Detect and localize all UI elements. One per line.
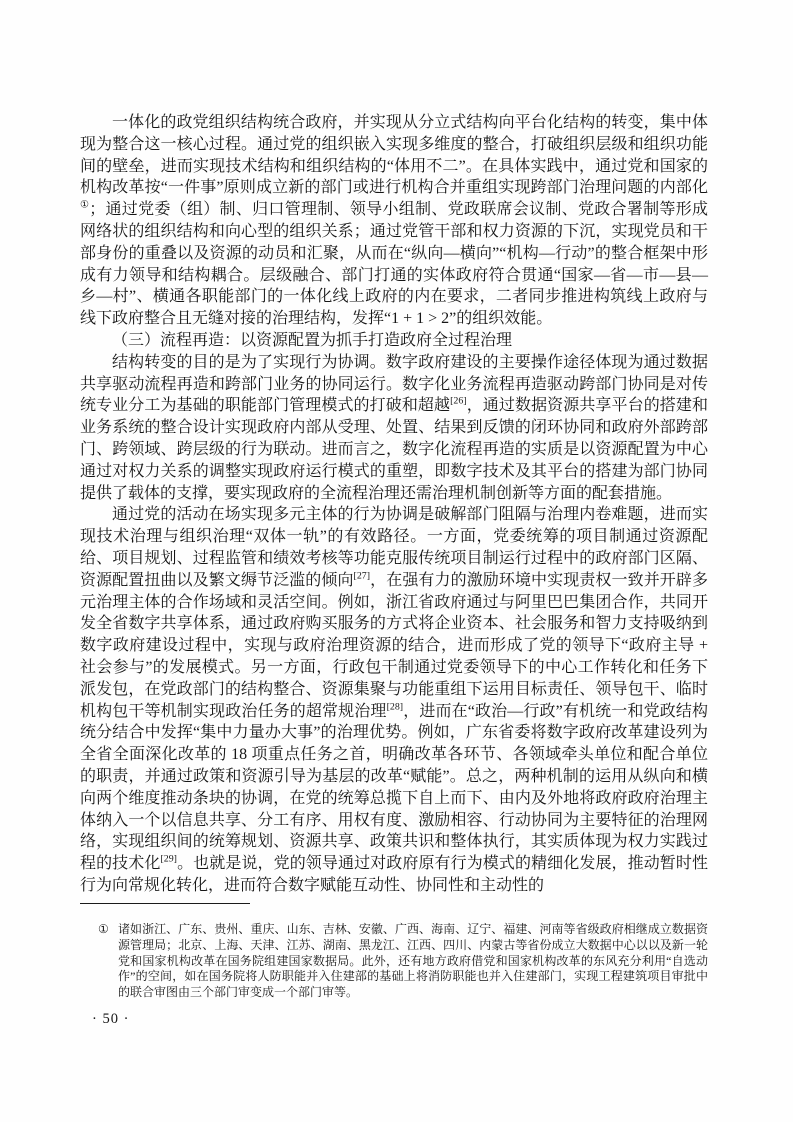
body-paragraph-3: 通过党的活动在场实现多元主体的行为协调是破解部门阻隔与治理内卷难题，进而实现技术治理与组织治理“双体一轨”的有效路径。一方面，党委统筹的项目制通过资源配给、项目规划、过程监管和绩效考核等功能克服传统项目制运行过程中的政府部门区隔、资源配置扭曲以及繁文缛节泛滥的倾向[27]，在强有力的激励环境中实现责权一致并开辟多元治理主体的合作场域和灵活空间。例如，浙江省政府通过与阿里巴巴集团合作，共同开发全省数字共享体系，通过政府购买服务的方式将企业资本、社会服务和智力支持吸纳到数字政府建设过程中，实现与政府治理资源的结合，进而形成了党的领导下“政府主导 + 社会参与”的发展模式。另一方面，行政包干制通过党委领导下的中心工作转化和任务下派发包，在党政部门的结构整合、资源集聚与功能重组下运用目标责任、领导包干、临时机构包干等机制实现政治任务的超常规治理[28]，进而在“政治—行政”有机统一和党政结构统分结合中发挥“集中力量办大事”的治理优势。例如，广东省委将数字政府改革建设列为全省全面深化改革的 18 项重点任务之首，明确改革各环节、各领域牵头单位和配合单位的职责，并通过政策和资源引导为基层的改革“赋能”。总之，两种机制的运用从纵向和横向两个维度推动条块的协调，在党的统筹总揽下自上而下、由内及外地将政府政府治理主体纳入一个以信息共享、分工有序、用权有度、激励相容、行动协同为主要特征的治理网络，实现组织间的统筹规划、资源共享、政策共识和整体执行，其实质体现为权力实践过程的技术化[29]。也就是说，党的领导通过对政府原有行为模式的精细化发展，推动暂时性行为向常规化转化，进而符合数字赋能互动性、协同性和主动性的 (80, 506, 708, 894)
footnote-marker: ① (98, 922, 109, 936)
body-paragraph-1: 一体化的政党组织结构统合政府，并实现从分立式结构向平台化结构的转变，集中体现为整合这一核心过程。通过党的组织嵌入实现多维度的整合，打破组织层级和组织功能间的壁垒，进而实现技术结构和组织结构的“体用不二”。在具体实践中，通过党和国家的机构改革按“一件事”原则成立新的部门或进行机构合并重组实现跨部门治理问题的内部化①；通过党委（组）制、归口管理制、领导小组制、党政联席会议制、党政合署制等形成网络状的组织结构和向心型的组织关系；通过党管干部和权力资源的下沉，实现党员和干部身份的重叠以及资源的动员和汇聚，从而在“纵向—横向”“机构—行动”的整合框架中形成有力领导和结构耦合。层级融合、部门打通的实体政府符合贯通“国家—省—市—县—乡—村”、横通各职能部门的一体化线上政府的内在要求，二者同步推进构筑线上政府与线下政府整合且无缝对接的治理结构，发挥“1 + 1 > 2”的组织效能。 (80, 114, 708, 328)
section-heading: （三）流程再造：以资源配置为抓手打造政府全过程治理 (112, 331, 513, 349)
superscript-reference: [27] (353, 570, 371, 582)
superscript-reference: [26] (450, 396, 467, 408)
page-number: · 50 · (92, 1011, 130, 1027)
page-body (80, 112, 708, 897)
superscript-reference: [29] (160, 853, 177, 865)
footnote (80, 922, 708, 1001)
footnote-separator (80, 903, 250, 904)
body-paragraph-2: 结构转变的目的是为了实现行为协调。数字政府建设的主要操作途径体现为通过数据共享驱动流程再造和跨部门业务的协同运行。数字化业务流程再造驱动跨部门协同是对传统专业分工为基础的职能部门管理模式的打破和超越[26]，通过数据资源共享平台的搭建和业务系统的整合设计实现政府内部从受理、处置、结果到反馈的闭环协同和政府外部跨部门、跨领域、跨层级的行为联动。进而言之，数字化流程再造的实质是以资源配置为中心通过对权力关系的调整实现政府运行模式的重塑，即数字技术及其平台的搭建为部门协同提供了载体的支撑，要实现政府的全流程治理还需治理机制创新等方面的配套措施。 (80, 353, 708, 502)
footnote-text: 诸如浙江、广东、贵州、重庆、山东、吉林、安徽、广西、海南、辽宁、福建、河南等省级政府相继成立数据资源管理局；北京、上海、天津、江苏、湖南、黑龙江、江西、四川、内蒙古等省份成立大数据中心以以及新一轮党和国家机构改革在国务院组建国家数据局。此外，还有地方政府借党和国家机构改革的东风充分利用“自选动作”的空间，如在国务院将人防职能并入住建部的基础上将消防职能也并入住建部门，实现工程建筑项目审批中的联合审图由三个部门审变成一个部门审等。 (118, 922, 708, 1000)
superscript-reference: [28] (386, 701, 404, 713)
superscript-reference: ① (80, 199, 90, 211)
